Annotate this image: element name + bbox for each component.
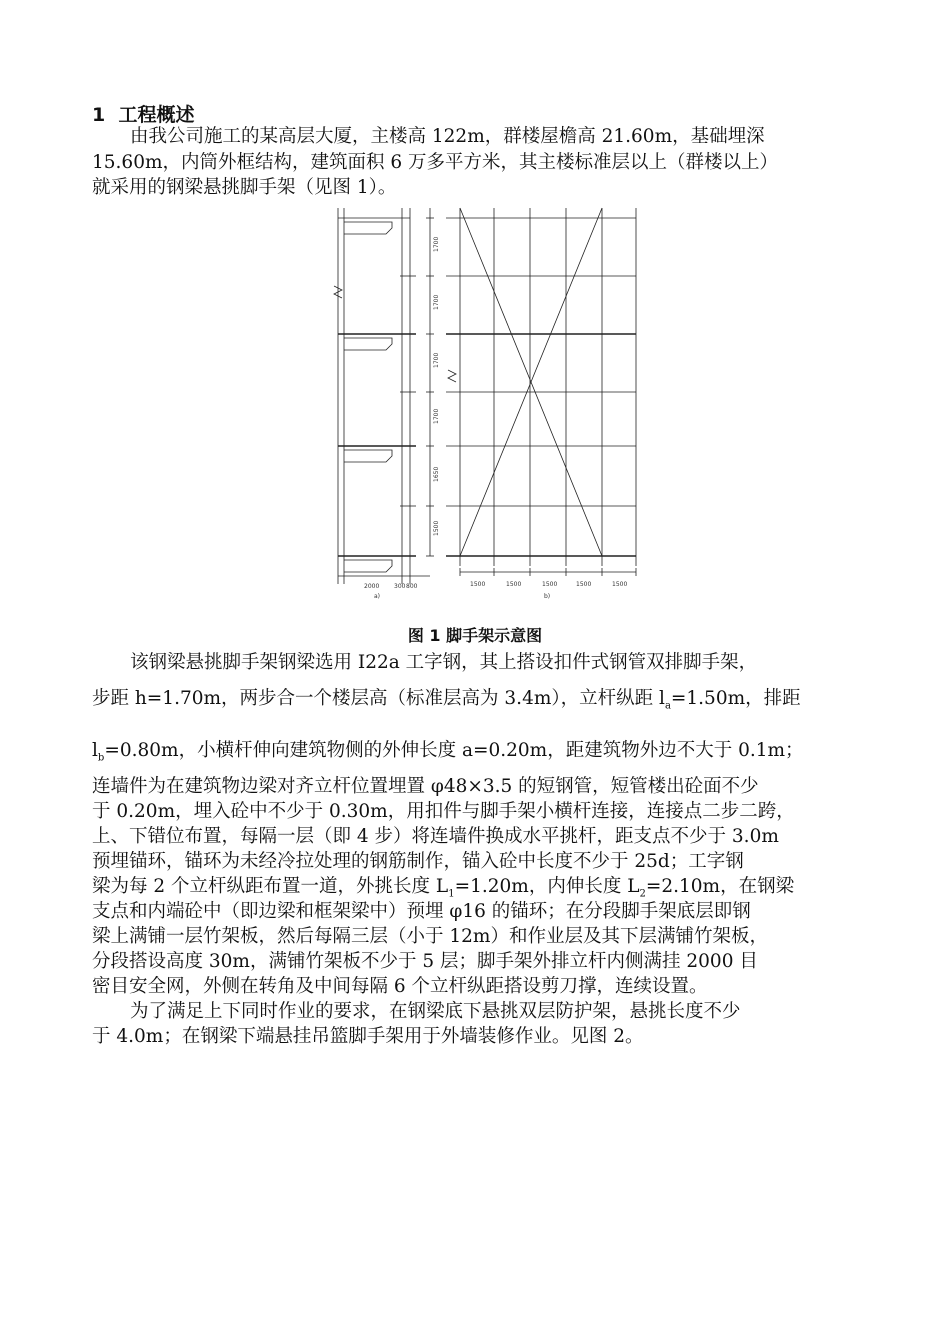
section-heading <box>92 100 194 127</box>
scaffold-diagram-svg <box>330 206 650 606</box>
paragraph-2-line-1: 该钢梁悬挑脚手架钢梁选用 I22a 工字钢，其上搭设扣件式钢管双排脚手架， <box>130 652 758 673</box>
left-dim-2: 1700 <box>433 294 440 310</box>
paragraph-2-line-11: 分段搭设高度 30m，满铺竹架板不少于 5 层；脚手架外排立杆内侧满挂 2000 目 <box>92 951 758 972</box>
left-dim-4: 1700 <box>433 408 440 424</box>
left-bottom-dim-2: 300 <box>394 583 406 590</box>
paragraph-2-line-2: 步距 h=1.70m，两步合一个楼层高（标准层高为 3.4m），立杆纵距 $l_a=1.50m$，排距 <box>92 688 801 712</box>
paragraph-2-line-3: $l_b=0.80m$，小横杆伸向建筑物侧的外伸长度 a=0.20m，距建筑物外边不大于 0.1m； <box>92 740 804 764</box>
paragraph-2-line-8: 梁为每 2 个立杆纵距布置一道，外挑长度 $L_1=1.20m$，内伸长度 $L_2=2.10m$，在钢梁 <box>92 876 795 900</box>
paragraph-2-line-10: 梁上满铺一层竹架板，然后每隔三层（小于 12m）和作业层及其下层满铺竹架板， <box>92 926 768 947</box>
paragraph-3-line-1: 为了满足上下同时作业的要求，在钢梁底下悬挑双层防护架，悬挑长度不少 <box>130 1001 741 1022</box>
left-dim-3: 1700 <box>433 352 440 368</box>
paragraph-2-line-5: 于 0.20m，埋入砼中不少于 0.30m，用扣件与脚手架小横杆连接，连接点二步二跨， <box>92 801 795 822</box>
left-bottom-dim-1: 2000 <box>364 583 380 590</box>
right-panel-label: b) <box>544 593 551 600</box>
right-bottom-dim-3: 1500 <box>542 581 558 588</box>
left-dim-1: 1700 <box>433 236 440 252</box>
paragraph-2-line-12: 密目安全网，外侧在转角及中间每隔 6 个立杆纵距搭设剪刀撑，连续设置。 <box>92 976 708 997</box>
paragraph-1-line-3: 就采用的钢梁悬挑脚手架（见图 1）。 <box>92 177 397 198</box>
right-bottom-dim-5: 1500 <box>612 581 628 588</box>
right-bottom-dim-2: 1500 <box>506 581 522 588</box>
paragraph-1-line-1: 由我公司施工的某高层大厦，主楼高 122m，群楼屋檐高 21.60m，基础埋深 <box>130 126 765 147</box>
right-panel-dim-labels <box>470 581 627 600</box>
paragraph-2-line-7: 预埋锚环，锚环为未经冷拉处理的钢筋制作，锚入砼中长度不少于 25d；工字钢 <box>92 851 744 872</box>
left-dim-5: 1650 <box>433 466 440 482</box>
left-bottom-dim-3: 800 <box>406 583 418 590</box>
paragraph-2-line-9: 支点和内端砼中（即边梁和框架梁中）预埋 φ16 的锚环；在分段脚手架底层即钢 <box>92 901 751 922</box>
left-dim-6: 1500 <box>433 520 440 536</box>
right-panel-drawing <box>446 208 636 576</box>
right-bottom-dim-4: 1500 <box>576 581 592 588</box>
section-title: 工程概述 <box>118 104 195 126</box>
paragraph-1-line-2: 15.60m，内筒外框结构，建筑面积 6 万多平方米，其主楼标准层以上（群楼以上） <box>92 152 779 173</box>
paragraph-2-line-4: 连墙件为在建筑物边梁对齐立杆位置埋置 φ48×3.5 的短钢管，短管楼出砼面不少 <box>92 776 759 797</box>
left-panel-label: a) <box>374 593 381 600</box>
paragraph-2-line-6: 上、下错位布置，每隔一层（即 4 步）将连墙件换成水平挑杆，距支点不少于 3.0m <box>92 826 779 847</box>
right-bottom-dim-1: 1500 <box>470 581 486 588</box>
paragraph-3-line-2: 于 4.0m；在钢梁下端悬挂吊篮脚手架用于外墙装修作业。见图 2。 <box>92 1026 644 1047</box>
scaffold-diagram <box>330 206 650 606</box>
left-panel-drawing <box>334 208 434 584</box>
figure-caption: 图 1 脚手架示意图 <box>407 626 543 645</box>
section-number: 1 <box>92 104 106 126</box>
